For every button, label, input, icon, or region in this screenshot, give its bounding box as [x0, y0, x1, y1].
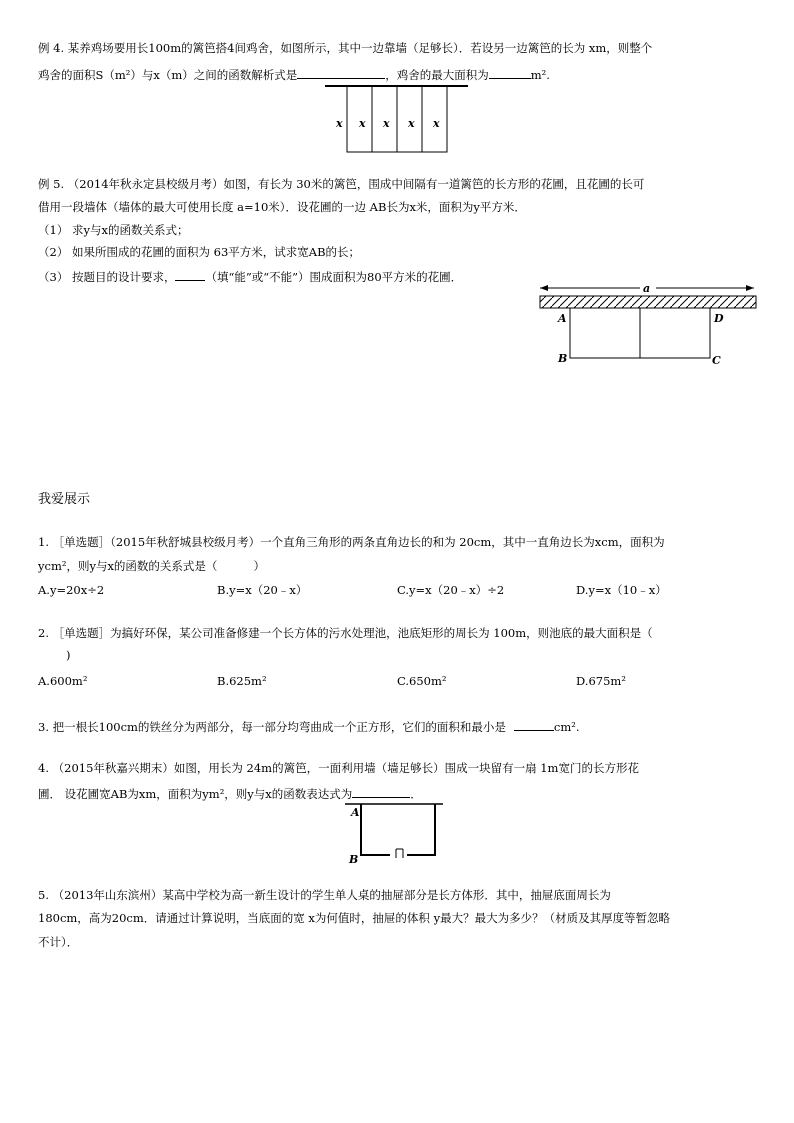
ex4-line-2	[38, 66, 550, 83]
ex4-question-text: 鸡舍的面积S（m²）与x（m）之间的函数解析式是	[38, 68, 298, 82]
ex5-question-2: （2） 如果所围成的花圃的面积为 63平方米，试求宽AB的长；	[38, 245, 361, 259]
ex4-figure	[325, 83, 470, 155]
ex5-label-A: A	[558, 312, 567, 325]
ex5-label-C: C	[712, 354, 721, 367]
p5-line-2: 180cm，高为20cm．请通过计算说明，当底面的宽 x为何值时，抽屉的体积 y最大？最大为多少？（材质及其厚度等暂忽略	[38, 911, 671, 925]
p4-line-2-text: 圃． 设花圃宽AB为xm，面积为ym²，则y与x的函数表达式为	[38, 787, 353, 801]
p5-line-3: 不计）．	[38, 935, 79, 949]
p4-label-B: B	[349, 853, 359, 866]
p1-paren-close: ）	[253, 559, 265, 573]
p5-line-1: 5. （2013年山东滨州）某高中学校为高一新生设计的学生单人桌的抽屉部分是长方体形．其中，抽屉底面周长为	[38, 888, 611, 902]
ex4-label-x1: x	[336, 117, 343, 130]
ex4-unit: m².	[530, 68, 550, 82]
section-title: 我爱展示	[38, 492, 91, 507]
p3-line	[38, 718, 580, 735]
p2-option-b[interactable]: B.625m²	[217, 674, 267, 688]
p1-option-d[interactable]: D.y=x（10﹣x）	[576, 583, 667, 597]
p1-line-2	[38, 558, 265, 574]
p1-line-1: 1. ［单选题］（2015年秋舒城县校级月考）一个直角三角形的两条直角边长的和为 20cm，其中一直角边长为xcm，面积为	[38, 535, 665, 549]
ex5-line-2: 借用一段墙体（墙体的最大可使用长度 a=10米）．设花圃的一边 AB长为x米，面积为y平方米．	[38, 200, 526, 214]
p4-label-A: A	[351, 806, 360, 819]
p4-line-1: 4. （2015年秋嘉兴期末）如图，用长为 24m的篱笆，一面利用墙（墙足够长）围成一块留有一扇 1m宽门的长方形花	[38, 761, 639, 775]
p4-blank[interactable]	[352, 785, 410, 798]
p2-line-1: 2. ［单选题］为搞好环保，某公司准备修建一个长方体的污水处理池，池底矩形的周长为 100m，则池底的最大面积是（	[38, 626, 653, 640]
ex4-label-x4: x	[408, 117, 415, 130]
p3-text: 3. 把一根长100cm的铁丝分为两部分，每一部分均弯曲成一个正方形，它们的面积和最小是	[38, 720, 506, 734]
ex5-label-B: B	[558, 352, 568, 365]
ex5-line-1: 例 5. （2014年秋永定县校级月考）如图，有长为 30米的篱笆，围成中间隔有一道篱笆的长方形的花圃，且花圃的长可	[38, 177, 645, 191]
ex4-question-text-2: ，鸡舍的最大面积为	[385, 68, 489, 82]
p1-option-a[interactable]: A.y=20x÷2	[38, 583, 105, 597]
ex4-label-x2: x	[359, 117, 366, 130]
p1-option-b[interactable]: B.y=x（20﹣x）	[217, 583, 308, 597]
ex5-question-3	[38, 268, 462, 285]
p4-period: ．	[410, 787, 422, 801]
p1-line-2-text: ycm²，则y与x的函数的关系式是（	[38, 559, 218, 573]
ex4-blank-area[interactable]	[489, 66, 531, 79]
ex5-figure	[536, 282, 758, 368]
ex5-question-1: （1） 求y与x的函数关系式；	[38, 223, 189, 237]
ex5-q3-text: （3） 按题目的设计要求，	[38, 270, 176, 284]
p3-blank[interactable]	[514, 718, 554, 731]
p2-option-c[interactable]: C.650m²	[397, 674, 447, 688]
ex5-blank[interactable]	[175, 268, 205, 281]
p4-figure	[345, 800, 445, 868]
ex4-line-1: 例 4. 某养鸡场要用长100m的篱笆搭4间鸡舍，如图所示，其中一边靠墙（足够长）．若设另一边篱笆的长为 xm，则整个	[38, 41, 653, 55]
ex5-label-D: D	[714, 312, 724, 325]
p1-option-c[interactable]: C.y=x（20﹣x）÷2	[397, 583, 505, 597]
ex5-q3-text-2: （填“能”或“不能”）围成面积为80平方米的花圃．	[205, 270, 463, 284]
ex4-label-x5: x	[433, 117, 440, 130]
p3-unit: cm².	[553, 720, 580, 734]
p2-line-2: )	[66, 648, 71, 662]
p2-option-d[interactable]: D.675m²	[576, 674, 626, 688]
ex4-label-x3: x	[383, 117, 390, 130]
ex4-blank-function[interactable]	[297, 66, 385, 79]
p2-option-a[interactable]: A.600m²	[38, 674, 88, 688]
ex5-label-a: a	[643, 282, 651, 295]
